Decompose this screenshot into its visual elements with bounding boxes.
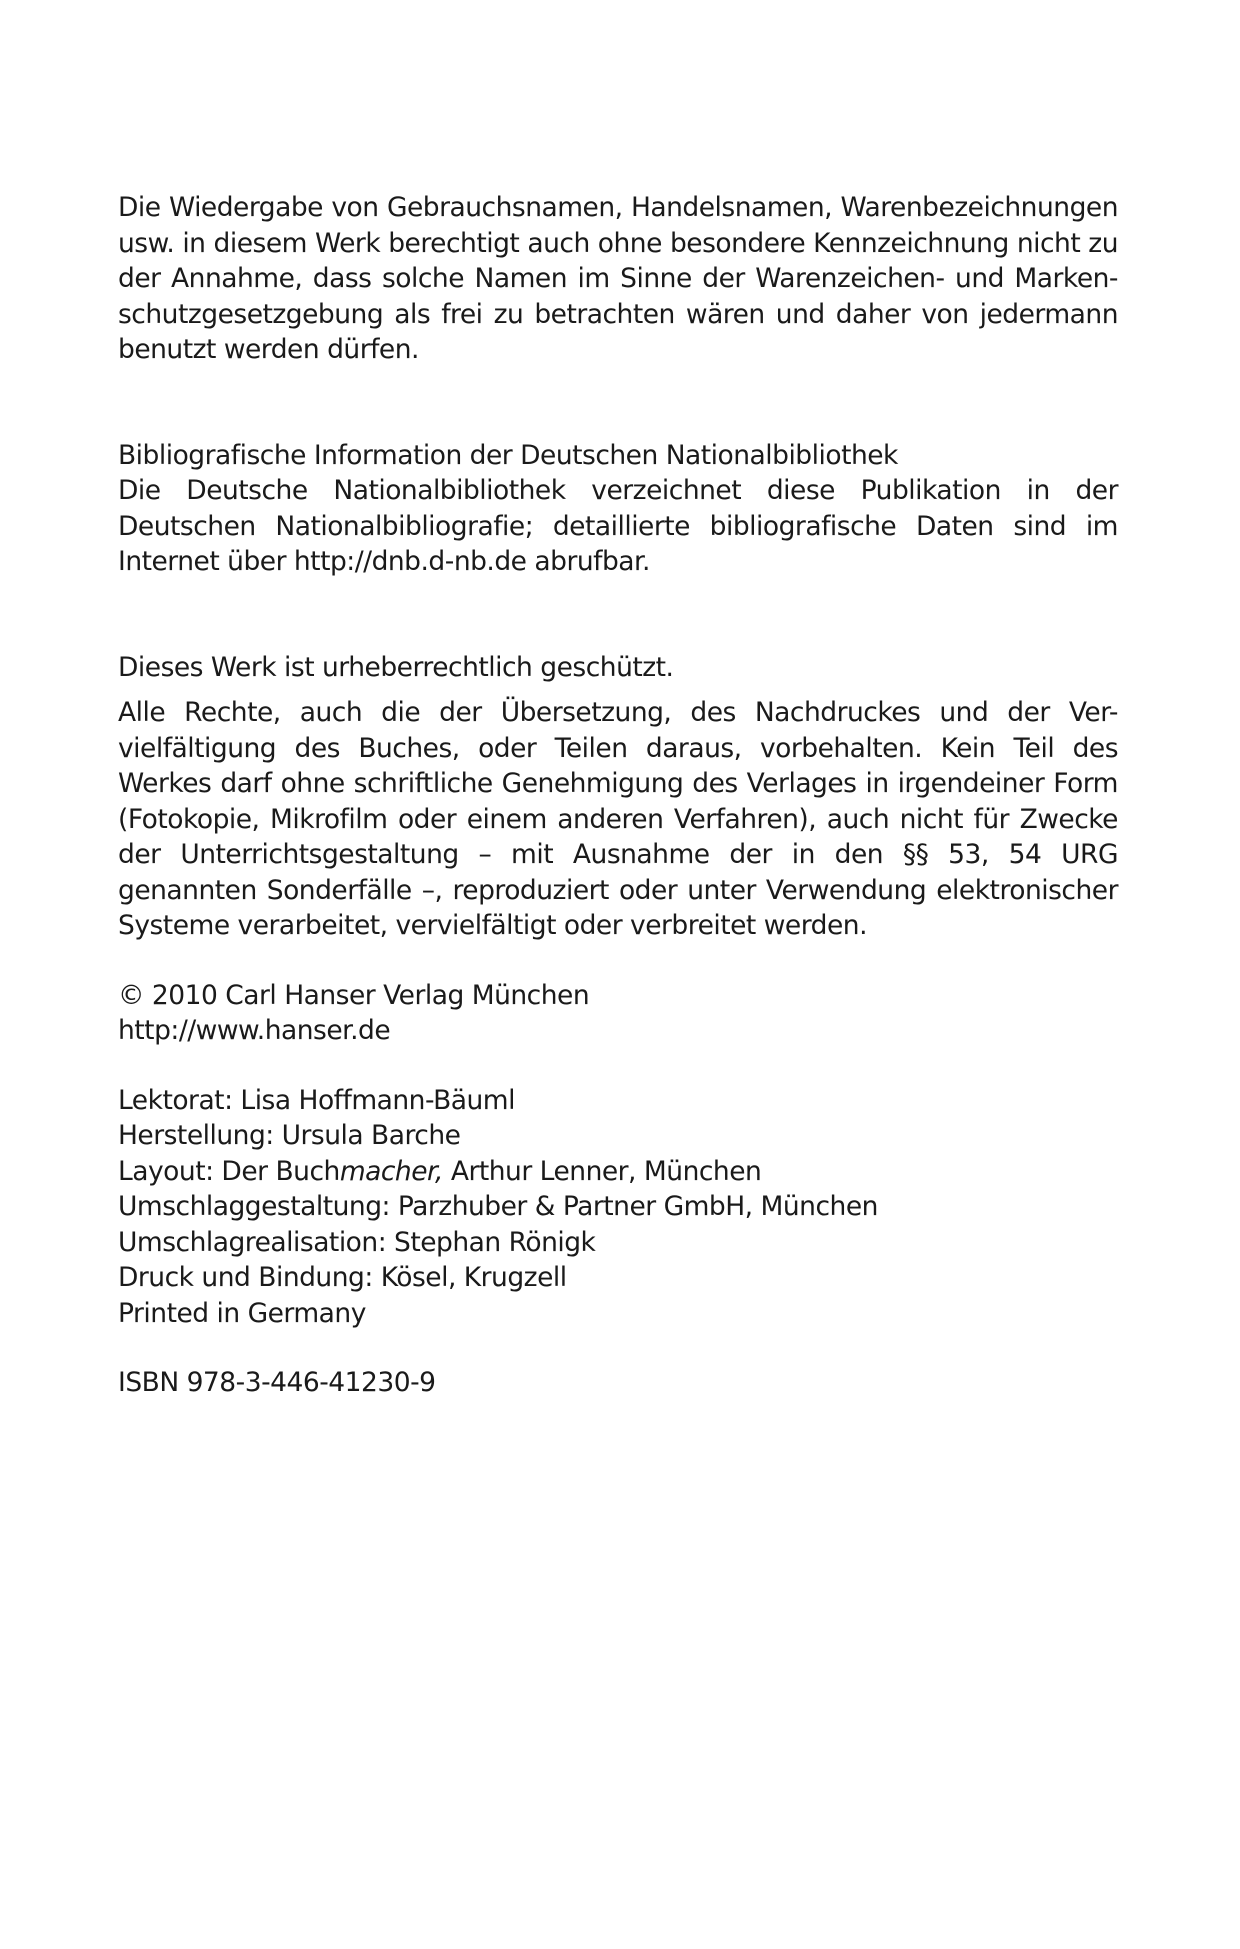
trademark-line: der Annahme, dass solche Namen im Sinne der Warenzeichen- und Marken-	[118, 263, 1118, 294]
copyright-line: der Unterrichtsgestaltung – mit Ausnahme der in den §§ 53, 54 URG	[118, 839, 1118, 870]
copyright-line: genannten Sonderfälle –, reproduziert oder unter Verwendung elektronischer	[118, 874, 1118, 906]
credits	[118, 1083, 1118, 1332]
trademark-notice	[118, 190, 1118, 368]
bibliographic-line: Die Deutsche Nationalbibliothek verzeichnet diese Publikation in der	[118, 475, 1118, 506]
isbn	[118, 1365, 1118, 1401]
credit-umschlaggestaltung: Umschlaggestaltung: Parzhuber & Partner GmbH, München	[118, 1191, 878, 1222]
credit-layout-italic: macher,	[339, 1155, 443, 1187]
bibliographic-heading: Bibliografische Information der Deutschen Nationalbibliothek	[118, 439, 898, 471]
copyright-line: Alle Rechte, auch die der Übersetzung, des Nachdruckes und der Ver-	[118, 697, 1118, 728]
copyright-heading-text: Dieses Werk ist urheberrechtlich geschützt.	[118, 651, 674, 683]
credit-lektorat: Lektorat: Lisa Hoffmann-Bäuml	[118, 1084, 515, 1116]
bibliographic-line: Deutschen Nationalbibliografie; detaillierte bibliografische Daten sind im	[118, 510, 1118, 542]
credit-layout-suffix: Arthur Lenner, München	[442, 1155, 762, 1187]
trademark-line: Die Wiedergabe von Gebrauchsnamen, Handelsnamen, Warenbezeichnungen	[118, 192, 1118, 223]
credit-layout	[118, 1154, 1118, 1190]
isbn-text: ISBN 978-3-446-41230-9	[118, 1367, 436, 1398]
bibliographic-line: Internet über http://dnb.d-nb.de abrufbar.	[118, 546, 650, 577]
credit-umschlagrealisation: Umschlagrealisation: Stephan Rönigk	[118, 1226, 596, 1258]
publisher-info	[118, 978, 1118, 1049]
imprint-page	[118, 190, 1118, 1401]
credit-herstellung: Herstellung: Ursula Barche	[118, 1120, 461, 1151]
copyright-notice	[118, 695, 1118, 944]
bibliographic-info	[118, 438, 1118, 580]
trademark-line: usw. in diesem Werk berechtigt auch ohne besondere Kennzeichnung nicht zu	[118, 227, 1118, 259]
publisher-copyright: © 2010 Carl Hanser Verlag München	[118, 979, 590, 1011]
trademark-line: schutzgesetzgebung als frei zu betrachten wären und daher von jedermann	[118, 298, 1118, 330]
copyright-line: (Fotokopie, Mikrofilm oder einem anderen Verfahren), auch nicht für Zwecke	[118, 803, 1118, 835]
credit-printed: Printed in Germany	[118, 1297, 366, 1329]
copyright-heading	[118, 650, 1118, 686]
trademark-line: benutzt werden dürfen.	[118, 334, 419, 365]
credit-druck: Druck und Bindung: Kösel, Krugzell	[118, 1262, 567, 1293]
copyright-line: Werkes darf ohne schriftliche Genehmigung des Verlages in irgendeiner Form	[118, 768, 1118, 799]
copyright-line: Systeme verarbeitet, vervielfältigt oder verbreitet werden.	[118, 910, 867, 941]
copyright-line: vielfältigung des Buches, oder Teilen daraus, vorbehalten. Kein Teil des	[118, 732, 1118, 764]
credit-layout-prefix: Layout: Der Buch	[118, 1155, 340, 1187]
publisher-url: http://www.hanser.de	[118, 1015, 391, 1046]
